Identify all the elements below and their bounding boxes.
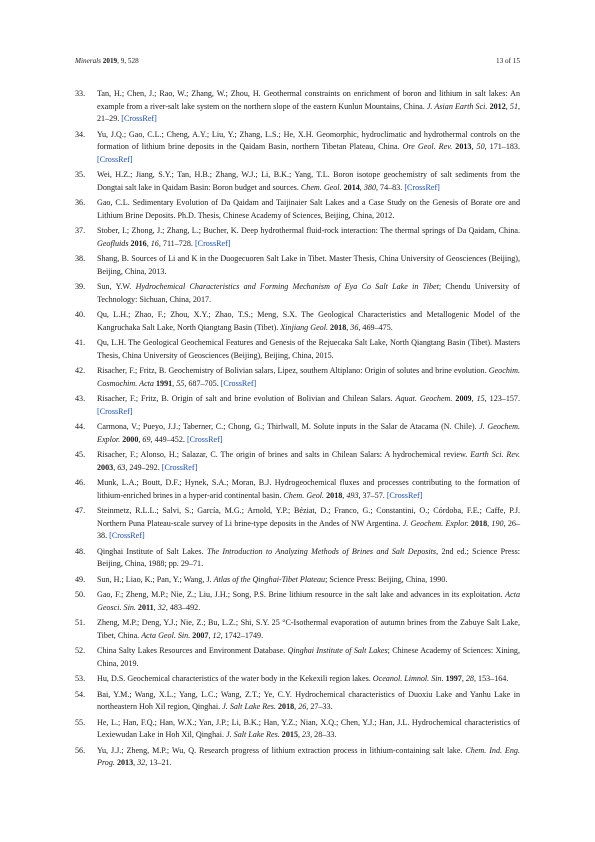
citation-italic: 23 — [302, 730, 311, 739]
citation-year: 2015 — [281, 730, 298, 739]
citation-italic: J. Geochem. Explor. — [97, 422, 520, 444]
citation-text: Sun, Y.W. — [97, 282, 136, 291]
citation-italic: The Introduction to Analyzing Methods of Brines and Salt Deposits — [206, 546, 437, 556]
reference-text — [97, 129, 520, 167]
reference-item — [75, 477, 520, 502]
citation-year: 2012 — [489, 101, 506, 111]
reference-item — [75, 589, 520, 614]
citation-text: He, L.; Han, F.Q.; Han, W.X.; Yan, J.P.; Li, B.K.; Han, Y.Z.; Nian, X.Q.; Chen, Y.J.; Han, J.L. Hydrochemical characteristics of Lexiewudan Lake in Hoh Xil, Qinghai. — [97, 717, 520, 739]
reference-text — [97, 546, 520, 571]
reference-text — [97, 421, 520, 446]
citation-text: Bai, Y.M.; Wang, X.L.; Yang, L.C.; Wang, Z.T.; Ye, C.Y. Hydrochemical characteristics of Duoxiu Lake and Yanhu Lake in northeastern Hoh Xil region, Qinghai. — [97, 689, 520, 711]
reference-number: 54. — [75, 689, 86, 699]
citation-italic: 63 — [117, 462, 126, 472]
citation-year: 2018 — [326, 490, 343, 500]
reference-text — [97, 505, 520, 543]
citation-text: Qinghai Institute of Salt Lakes. — [97, 546, 207, 556]
citation-year: 2014 — [343, 182, 360, 192]
citation-italic: 69 — [142, 434, 151, 444]
citation-year: 2013 — [455, 142, 472, 151]
reference-number: 36. — [75, 198, 86, 207]
reference-number: 49. — [75, 574, 86, 584]
reference-item — [75, 88, 520, 126]
reference-number: 47. — [75, 506, 86, 515]
reference-text — [97, 309, 520, 334]
reference-item — [75, 745, 520, 770]
citation-italic: 12 — [212, 630, 221, 640]
citation-text: , 37–57. — [358, 490, 387, 500]
page-number: 13 of 15 — [496, 57, 520, 65]
citation-text: ; Science Press: Beijing, China, 1990. — [325, 574, 448, 584]
citation-italic: 26 — [298, 702, 307, 711]
citation-text: , — [505, 101, 510, 111]
citation-text: Qu, L.H.; Zhao, F.; Zhou, X.Y.; Zhao, T.S.; Meng, S.X. The Geological Characteristics and Metallogenic Model of the Kangruchaka Salt Lake, North Qiangtang Basin (Tibet). — [97, 310, 520, 332]
reference-item — [75, 546, 520, 571]
citation-year: 2000 — [122, 434, 139, 444]
reference-number: 43. — [75, 394, 86, 403]
citation-italic: Geochim. Cosmochim. Acta — [97, 366, 520, 388]
crossref-link[interactable]: [CrossRef] — [97, 406, 133, 416]
citation-text: , — [461, 674, 466, 683]
citation-text: , — [471, 142, 477, 151]
citation-text: Carmona, V.; Pueyo, J.J.; Taberner, C.; Chong, G.; Thirlwall, M. Solute inputs in the Salar de Atacama (N. Chile). — [97, 422, 480, 431]
reference-number: 50. — [75, 590, 86, 599]
journal-year: 2019 — [102, 57, 118, 65]
crossref-link[interactable]: [CrossRef] — [121, 114, 157, 123]
citation-text: Risacher, F.; Fritz, B. Geochemistry of Bolivian salars, Lipez, southern Altiplano: Origin of solutes and brine evolution. — [97, 366, 489, 375]
citation-year: 2009 — [455, 394, 472, 403]
citation-year: 2007 — [192, 630, 209, 640]
reference-number: 51. — [75, 618, 86, 627]
citation-text: Stober, I.; Zhong, J.; Zhang, L.; Bucher, K. Deep hydrothermal fluid-rock interaction: The thermal springs of Da Qaidam, China. — [97, 226, 520, 235]
crossref-link[interactable]: [CrossRef] — [97, 154, 133, 164]
crossref-link[interactable]: [CrossRef] — [194, 238, 231, 248]
reference-text — [97, 225, 520, 250]
citation-italic: Chem. Geol. — [300, 182, 342, 192]
citation-text: , 74–83. — [375, 182, 405, 192]
citation-text: , — [359, 182, 364, 192]
running-header — [75, 57, 520, 71]
reference-item — [75, 689, 520, 714]
citation-italic: Qinghai Institute of Salt Lakes — [287, 646, 388, 655]
citation-text: Qu, L.H. The Geological Geochemical Features and Genesis of the Rejuecaka Salt Lake, North Qiangtang Basin (Tibet). Masters Thesis, China University of Geosciences (Beijing), Beijing, China, 2015. — [97, 338, 520, 360]
citation-text: Tan, H.; Chen, J.; Rao, W.; Zhang, W.; Zhou, H. Geothermal constraints on enrichment of boron and lithium in salt lakes: An example from a river-salt lake system on the northern slope of the eastern Kunlun Mountains, China. — [97, 89, 520, 111]
citation-italic: 32 — [157, 602, 166, 612]
citation-text: , 2nd ed.; Science Press: Beijing, China, 1988; pp. 29–71. — [97, 546, 520, 568]
citation-italic: 16 — [150, 238, 159, 248]
reference-text — [97, 197, 520, 222]
citation-italic: 190 — [491, 518, 504, 528]
reference-item — [75, 393, 520, 418]
reference-text — [97, 393, 520, 418]
citation-text: , 13–21. — [145, 758, 172, 767]
reference-text — [97, 574, 520, 587]
citation-italic: Earth Sci. Rev. — [470, 450, 520, 459]
citation-text: , — [208, 630, 213, 640]
reference-item — [75, 225, 520, 250]
reference-item — [75, 645, 520, 670]
reference-number: 45. — [75, 450, 86, 459]
citation-text: , 21–29. — [97, 101, 521, 123]
reference-number: 39. — [75, 282, 86, 291]
citation-text: Wei, H.Z.; Jiang, S.Y.; Tan, H.B.; Zhang, W.J.; Li, B.K.; Yang, T.L. Boron isotope geochemistry of salt sediments from the Dongtai salt lake in Qaidam Basin: Boron budget and sources. — [97, 170, 520, 192]
citation-year: 2018 — [277, 702, 295, 711]
citation-text: Munk, L.A.; Boutt, D.F.; Hynek, S.A.; Moran, B.J. Hydrogeochemical fluxes and processes contributing to the formation of lithium-enriched brines in a hyper-arid continental basin. — [97, 478, 520, 500]
citation-text: , — [138, 434, 143, 444]
reference-text — [97, 365, 520, 390]
citation-italic: Chem. Geol. — [283, 490, 325, 500]
citation-italic: Aquat. Geochem. — [395, 394, 453, 403]
crossref-link[interactable]: [CrossRef] — [404, 182, 440, 192]
citation-italic: 32 — [137, 758, 146, 767]
reference-item — [75, 337, 520, 362]
citation-text: , — [297, 730, 303, 739]
citation-text: , 1742–1749. — [220, 630, 264, 640]
reference-item — [75, 197, 520, 222]
citation-text: , 711–728. — [158, 238, 195, 248]
reference-text — [97, 88, 520, 126]
journal-volume: , 9, 528 — [117, 57, 139, 65]
citation-text: Yu, J.J.; Zheng, M.P.; Wu, Q. Research progress of lithium extraction process in lithium-containing salt lake. — [97, 745, 466, 755]
citation-italic: J. Salt Lake Res. — [226, 730, 280, 739]
citation-text: , 249–292. — [125, 462, 162, 472]
citation-italic: 55 — [176, 378, 185, 388]
citation-text: , — [342, 490, 347, 500]
citation-text: , 28–33. — [310, 730, 337, 739]
citation-text: , 687–705. — [184, 378, 221, 388]
reference-number: 55. — [75, 717, 86, 727]
citation-text: , — [113, 462, 118, 472]
citation-italic: J. Geochem. Explor. — [402, 518, 469, 528]
citation-text: , 171–183. — [484, 142, 521, 151]
reference-text — [97, 253, 520, 278]
citation-italic: Acta Geol. Sin. — [141, 630, 191, 640]
citation-year: 1991 — [155, 378, 173, 388]
citation-text: , — [133, 758, 138, 767]
citation-italic: Atlas of the Qinghai-Tibet Plateau — [213, 574, 326, 584]
citation-text: Gao, F.; Zheng, M.P.; Nie, Z.; Liu, J.H.; Song, P.S. Brine lithium resource in the salt lake and advances in its exploitation. — [97, 590, 506, 599]
citation-text: , — [294, 702, 299, 711]
reference-list — [75, 88, 520, 773]
citation-italic: 28 — [465, 674, 474, 683]
crossref-link[interactable]: [CrossRef] — [186, 434, 223, 444]
citation-italic: Oceanol. Limnol. Sin. — [372, 674, 444, 683]
citation-italic: J. Asian Earth Sci. — [426, 101, 488, 111]
reference-number: 41. — [75, 338, 86, 347]
citation-italic: 15 — [476, 394, 485, 403]
citation-year: 2011 — [137, 602, 154, 612]
crossref-link[interactable]: [CrossRef] — [161, 462, 198, 472]
citation-italic: Geofluids — [97, 238, 129, 248]
citation-text: , 449–452. — [150, 434, 187, 444]
citation-text: , — [153, 602, 158, 612]
citation-italic: Chem. Ind. Eng. Prog. — [97, 745, 520, 767]
reference-item — [75, 421, 520, 446]
reference-item — [75, 505, 520, 543]
reference-item — [75, 673, 520, 686]
citation-text: , 26–38. — [97, 518, 521, 540]
reference-text — [97, 337, 520, 362]
reference-item — [75, 574, 520, 587]
crossref-link[interactable]: [CrossRef] — [109, 531, 145, 540]
reference-text — [97, 673, 520, 686]
citation-text: , 483–492. — [165, 602, 201, 612]
reference-number: 35. — [75, 170, 86, 179]
reference-text — [97, 281, 520, 306]
reference-number: 42. — [75, 366, 86, 375]
citation-italic: Acta Geosci. Sin. — [97, 590, 520, 612]
reference-text — [97, 689, 520, 714]
reference-number: 37. — [75, 226, 86, 235]
reference-item — [75, 717, 520, 742]
citation-text: Sun, H.; Liao, K.; Pan, Y.; Wang, J. — [97, 574, 214, 584]
citation-italic: 51 — [509, 101, 518, 111]
reference-text — [97, 645, 520, 670]
citation-text: ; Chinese Academy of Sciences: Xining, China, 2019. — [97, 646, 521, 668]
citation-text: , — [487, 518, 492, 528]
reference-number: 48. — [75, 546, 86, 556]
reference-text — [97, 617, 520, 642]
citation-year: 2003 — [97, 462, 114, 472]
citation-text: Hu, D.S. Geochemical characteristics of the water body in the Kekexili region lakes. — [97, 674, 373, 683]
reference-item — [75, 253, 520, 278]
reference-text — [97, 589, 520, 614]
reference-number: 40. — [75, 310, 86, 319]
reference-text — [97, 449, 520, 474]
citation-text: China Salty Lakes Resources and Environment Database. — [97, 646, 288, 655]
citation-text: , 469–475. — [358, 322, 393, 332]
citation-text: Risacher, F.; Fritz, B. Origin of salt and brine evolution of Bolivian and Chilean Salars. — [97, 394, 396, 403]
citation-text: Shang, B. Sources of Li and K in the Duogecuoren Salt Lake in Tibet. Master Thesis, China University of Geosciences (Beijing), Beijing, China, 2013. — [97, 254, 520, 276]
citation-italic: Hydrochemical Characteristics and Forming Mechanism of Eya Co Salt Lake in Tibet — [135, 282, 439, 291]
citation-year: 2018 — [330, 322, 347, 332]
reference-item — [75, 309, 520, 334]
crossref-link[interactable]: [CrossRef] — [386, 490, 423, 500]
reference-item — [75, 617, 520, 642]
citation-italic: Xinjiang Geol. — [280, 322, 329, 332]
reference-number: 44. — [75, 422, 86, 431]
journal-name: Minerals — [75, 57, 101, 65]
citation-text: Yu, J.Q.; Gao, C.L.; Cheng, A.Y.; Liu, Y.; Zhang, L.S.; He, X.H. Geomorphic, hydroclimatic and hydrothermal controls on the formation of lithium brine deposits in the Qaidam Basin, northern Tibetan Plateau, China. — [97, 129, 520, 151]
reference-item — [75, 365, 520, 390]
citation-italic: J. Salt Lake Res. — [222, 702, 276, 711]
reference-number: 56. — [75, 745, 86, 755]
reference-text — [97, 745, 520, 770]
reference-number: 38. — [75, 254, 86, 263]
citation-text: , — [146, 238, 151, 248]
citation-text: , 123–157. — [484, 394, 521, 403]
citation-italic: Ore Geol. Rev. — [402, 142, 453, 151]
reference-number: 33. — [75, 89, 86, 98]
citation-year: 2013 — [116, 758, 134, 767]
reference-text — [97, 717, 520, 742]
citation-text: , — [346, 322, 351, 332]
citation-text: Zheng, M.P.; Deng, Y.J.; Nie, Z.; Bu, L.Z.; Shi, S.Y. 25 °C-Isothermal evaporation of autumn brines from the Zabuye Salt Lake, Tibet, China. — [97, 618, 520, 640]
citation-text: Risacher, F.; Alonso, H.; Salazar, C. The origin of brines and salts in Chilean Salars: A hydrochemical review. — [97, 450, 471, 459]
citation-text: Steinmetz, R.L.L.; Salvi, S.; García, M.G.; Arnold, Y.P.; Béziat, D.; Franco, G.; Constantini, O.; Córdoba, F.E.; Caffe, P.J. Northern Puna Plateau-scale survey of Li brine-type deposits in the Andes of NW Argentina. — [97, 506, 520, 528]
citation-italic: 36 — [350, 322, 359, 332]
citation-text: , 153–164. — [473, 674, 509, 683]
reference-number: 52. — [75, 646, 86, 655]
reference-text — [97, 169, 520, 194]
reference-item — [75, 169, 520, 194]
citation-text: , 27–33. — [306, 702, 333, 711]
citation-year: 2018 — [470, 518, 488, 528]
citation-italic: 493 — [346, 490, 359, 500]
citation-text: ; Chendu University of Technology: Sichuan, China, 2017. — [97, 282, 520, 304]
reference-text — [97, 477, 520, 502]
reference-item — [75, 129, 520, 167]
reference-item — [75, 449, 520, 474]
citation-text: , — [172, 378, 177, 388]
reference-number: 46. — [75, 478, 86, 487]
crossref-link[interactable]: [CrossRef] — [220, 378, 257, 388]
citation-year: 2016 — [130, 238, 147, 248]
reference-number: 34. — [75, 129, 86, 139]
citation-text: , — [471, 394, 477, 403]
citation-text: Gao, C.L. Sedimentary Evolution of Da Qaidam and Taijinaier Salt Lakes and a Case Study on the Genesis of Borate ore and Lithium Brine Deposits. Ph.D. Thesis, Chinese Academy of Sciences, Beijing, China, 2012. — [97, 198, 520, 220]
reference-item — [75, 281, 520, 306]
citation-italic: 380 — [363, 182, 376, 192]
journal-citation — [75, 57, 139, 65]
citation-italic: 50 — [476, 142, 485, 151]
citation-year: 1997 — [445, 674, 462, 683]
reference-number: 53. — [75, 674, 86, 683]
